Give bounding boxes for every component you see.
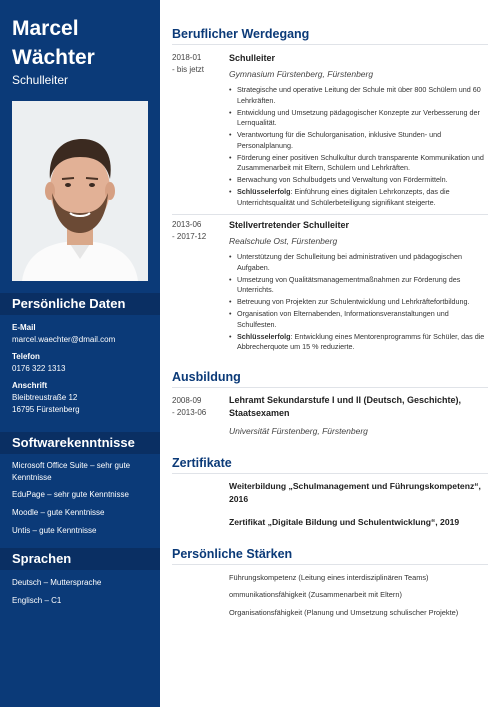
- job-bullets: [229, 85, 487, 210]
- language-item: Englisch – C1: [12, 596, 62, 605]
- date-to: - 2017-12: [172, 232, 207, 241]
- address-street: Bleibtreustraße 12: [12, 393, 78, 402]
- success-text: : Entwicklung eines Mentorenprogramms für Schüler, das die Abbrecherquote um 15 % reduzierte.: [237, 331, 485, 351]
- first-name: Marcel: [12, 17, 79, 40]
- strengths-heading: Persönliche Stärken: [172, 547, 293, 561]
- success-label: Schlüsselerfolg: [237, 187, 291, 196]
- phone-value[interactable]: 0176 322 1313: [12, 364, 66, 373]
- education-heading: Ausbildung: [172, 370, 241, 384]
- list-item: • Umsetzung von Qualitätsmanagementmaßnahmen zur Förderung des Unterrichts.: [229, 275, 487, 296]
- personal-data-heading: Persönliche Daten: [0, 293, 160, 315]
- list-item: • Förderung einer positiven Schulkultur durch transparente Kommunikation und Zusammenarbeit mit Eltern, Schülern und Lehrkräften.: [229, 153, 487, 174]
- email-value[interactable]: marcel.waechter@dmail.com: [12, 335, 116, 344]
- job-role: Stellvertretender Schulleiter: [229, 220, 350, 230]
- job-title: Schulleiter: [12, 73, 69, 87]
- education-organization: Universität Fürstenberg, Fürstenberg: [229, 426, 368, 436]
- job-bullets: [229, 252, 487, 354]
- strength-item: Führungskompetenz (Leitung eines interdisziplinären Teams): [229, 573, 429, 582]
- list-item: • Organisation von Elternabenden, Informationsveranstaltungen und Schulfesten.: [229, 309, 487, 330]
- software-item: Moodle – gute Kenntnisse: [12, 508, 105, 517]
- section-divider: [172, 44, 488, 45]
- certificates-heading: Zertifikate: [172, 456, 232, 470]
- list-item: • Berwachung von Schulbudgets und Verwaltung von Fördermitteln.: [229, 175, 487, 186]
- education-date: [172, 395, 206, 419]
- list-item: • Verantwortung für die Schulorganisation, inklusive Stunden- und Personalplanung.: [229, 130, 487, 151]
- main-content: [160, 0, 500, 707]
- date-from: 2013-06: [172, 220, 202, 229]
- job-divider: [172, 214, 488, 215]
- list-item: • Unterstützung der Schulleitung bei administrativen und pädagogischen Aufgaben.: [229, 252, 487, 273]
- date-to: - 2013-06: [172, 408, 207, 417]
- section-divider: [172, 387, 488, 388]
- date-from: 2008-09: [172, 396, 202, 405]
- certificate-item: Weiterbildung „Schulmanagement und Führungskompetenz“, 2016: [229, 481, 481, 504]
- software-heading: Softwarekenntnisse: [0, 432, 160, 454]
- strength-item: Organisationsfähigkeit (Planung und Umsetzung schulischer Projekte): [229, 608, 459, 617]
- experience-heading: Beruflicher Werdegang: [172, 27, 310, 41]
- language-item: Deutsch – Muttersprache: [12, 578, 102, 587]
- software-item: Untis – gute Kenntnisse: [12, 526, 97, 535]
- date-to: - bis jetzt: [172, 65, 205, 74]
- success-label: Schlüsselerfolg: [237, 331, 291, 341]
- list-item: [229, 332, 487, 353]
- section-divider: [172, 564, 488, 565]
- strength-item: ommunikationsfähigkeit (Zusammenarbeit mit Eltern): [229, 590, 402, 599]
- software-item: EduPage – sehr gute Kenntnisse: [12, 490, 129, 499]
- job-organization: Gymnasium Fürstenberg, Fürstenberg: [229, 69, 374, 79]
- phone-label: Telefon: [12, 352, 40, 361]
- certificate-item: Zertifikat „Digitale Bildung und Schulentwicklung“, 2019: [229, 517, 460, 527]
- email-label: E-Mail: [12, 323, 36, 332]
- address-city: 16795 Fürstenberg: [12, 405, 80, 414]
- education-degree: Lehramt Sekundarstufe I und II (Deutsch, Geschichte), Staatsexamen: [229, 395, 462, 418]
- languages-heading: Sprachen: [0, 548, 160, 570]
- software-item: Microsoft Office Suite – sehr gute Kenntnisse: [12, 461, 131, 482]
- portrait-illustration: [12, 101, 148, 281]
- list-item: • Strategische und operative Leitung der Schule mit über 800 Schülern und 60 Lehrkräften.: [229, 85, 487, 106]
- profile-photo: [12, 101, 148, 281]
- section-divider: [172, 473, 488, 474]
- sidebar: [0, 0, 160, 707]
- job-date: [172, 219, 206, 243]
- address-label: Anschrift: [12, 381, 48, 390]
- list-item: • Entwicklung und Umsetzung pädagogischer Konzepte zur Verbesserung der Lernqualität.: [229, 108, 487, 129]
- full-name: [12, 14, 95, 72]
- last-name: Wächter: [12, 46, 95, 69]
- success-text: : Einführung eines digitalen Lehrkonzepts, das die Unterrichtsqualität und Schülerbeteiligung signifikant steigerte.: [237, 187, 450, 207]
- job-organization: Realschule Ost, Fürstenberg: [229, 236, 338, 246]
- list-item: [229, 187, 487, 208]
- date-from: 2018-01: [172, 53, 202, 62]
- list-item: • Betreuung von Projekten zur Schulentwicklung und Lehrkräftefortbildung.: [229, 297, 487, 308]
- job-date: [172, 52, 204, 76]
- job-role: Schulleiter: [229, 53, 276, 63]
